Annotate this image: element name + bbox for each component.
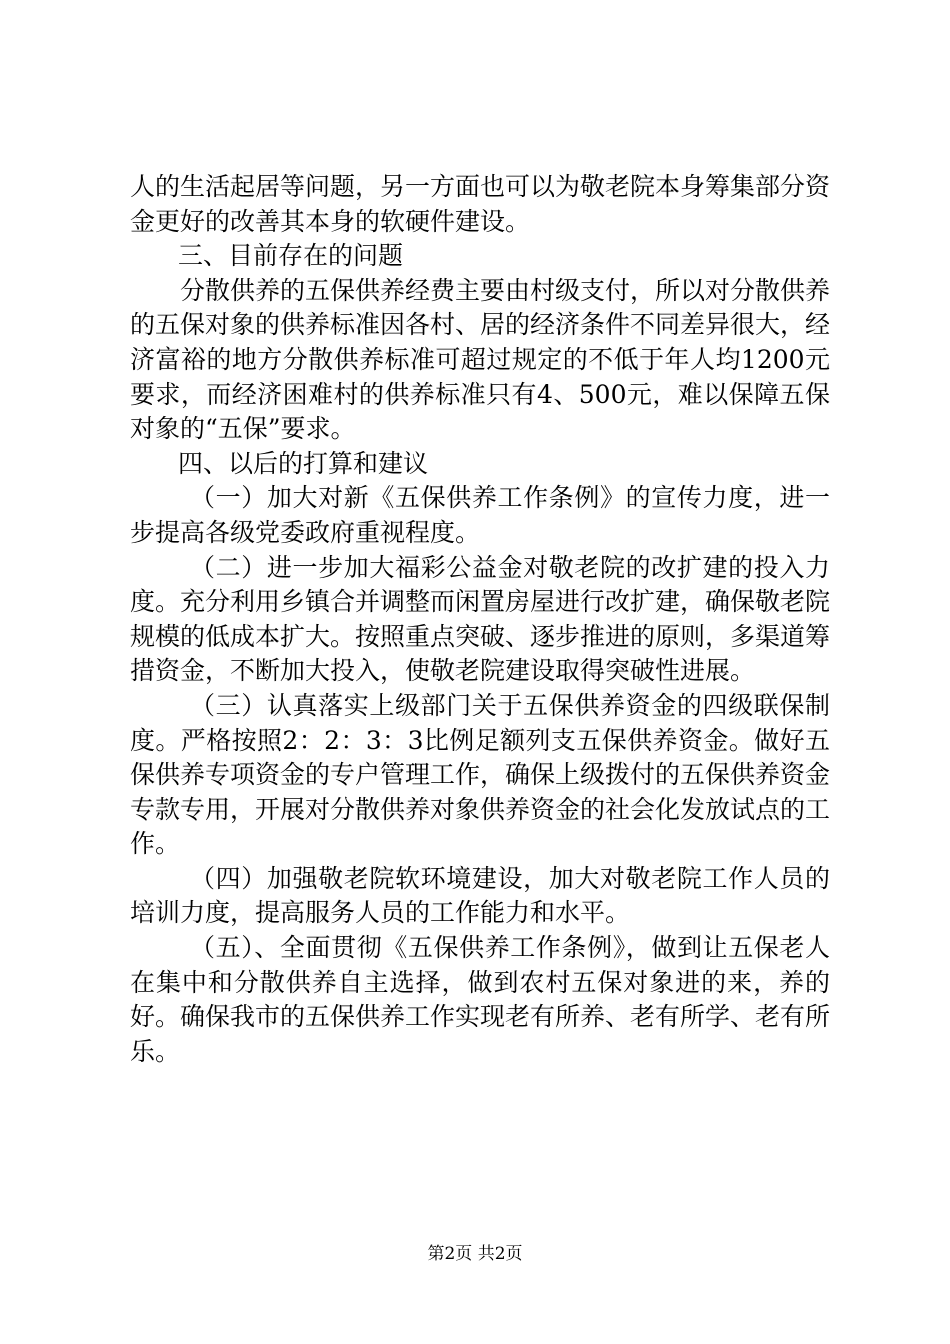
paragraph-problems: 分散供养的五保供养经费主要由村级支付，所以对分散供养的五保对象的供养标准因各村、居的经济条件不同差异很大，经济富裕的地方分散供养标准可超过规定的不低于年人均1200元要求，而经济困难村的供养标准只有4、500元，难以保障五保对象的“五保”要求。	[130, 275, 831, 444]
section-heading-problems: 三、目前存在的问题	[178, 241, 404, 271]
list-item-4: （四）加强敬老院软环境建设，加大对敬老院工作人员的培训力度，提高服务人员的工作能力和水平。	[130, 863, 830, 928]
page-footer: 第2页 共2页	[427, 1244, 523, 1264]
list-item-1: （一）加大对新《五保供养工作条例》的宣传力度，进一步提高各级党委政府重视程度。	[130, 483, 830, 547]
list-item-3: （三）认真落实上级部门关于五保供养资金的四级联保制度。严格按照2：2：3：3比例足额列支五保供养资金。做好五保供养专项资金的专户管理工作，确保上级拨付的五保供养资金专款专用，开展对分散供养对象供养资金的社会化发放试点的工作。	[130, 690, 831, 859]
list-item-5: （五）、全面贯彻《五保供养工作条例》，做到让五保老人在集中和分散供养自主选择，做到农村五保对象进的来，养的好。确保我市的五保供养工作实现老有所养、老有所学、老有所乐。	[130, 933, 831, 1066]
section-heading-plans: 四、以后的打算和建议	[178, 448, 429, 478]
list-item-2: （二）进一步加大福彩公益金对敬老院的改扩建的投入力度。充分利用乡镇合并调整而闲置房屋进行改扩建，确保敬老院规模的低成本扩大。按照重点突破、逐步推进的原则，多渠道筹措资金，不断加大投入，使敬老院建设取得突破性进展。	[130, 552, 831, 686]
document-body	[130, 170, 830, 1069]
paragraph-continuation: 人的生活起居等问题，另一方面也可以为敬老院本身筹集部分资金更好的改善其本身的软硬件建设。	[130, 172, 831, 236]
